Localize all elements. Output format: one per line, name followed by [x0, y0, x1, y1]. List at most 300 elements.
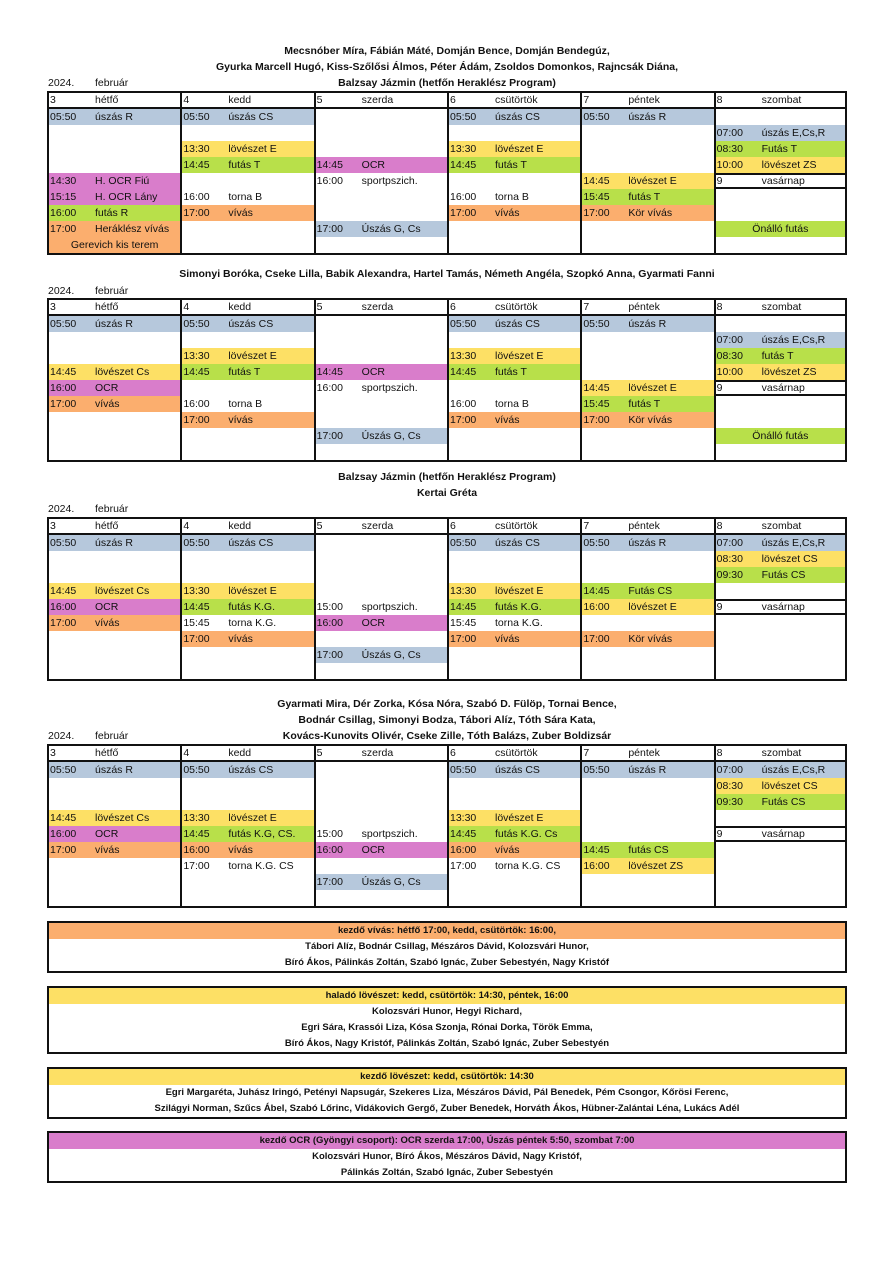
schedule-entry[interactable]: [449, 157, 580, 173]
entry-activity: úszás E,Cs,R: [761, 127, 826, 139]
entry-time: 16:00: [183, 191, 210, 203]
schedule-entry[interactable]: [449, 762, 580, 778]
entry-time: 05:50: [449, 318, 477, 330]
schedule-entry[interactable]: [449, 615, 580, 631]
entry-time: 13:30: [183, 585, 210, 597]
entry-activity: Úszás G, Cs: [361, 649, 421, 661]
entry-activity: vívás: [228, 207, 253, 219]
schedule-entry[interactable]: [582, 631, 713, 647]
entry-time: 08:30: [716, 350, 743, 362]
entry-activity: lövészet Cs: [95, 585, 150, 597]
entry-activity: lövészet E: [628, 175, 677, 187]
schedule-entry[interactable]: [449, 396, 580, 412]
entry-time: 05:50: [583, 764, 610, 776]
schedule-entry[interactable]: [716, 125, 845, 141]
entry-activity: futás K.G, CS.: [228, 828, 296, 840]
day-name: szombat: [761, 520, 802, 532]
day-number: 3: [50, 747, 56, 759]
group-title-line: Bodnár Csillag, Simonyi Bodza, Tábori Alíz, Tóth Sára Kata,: [298, 714, 596, 726]
day-number: 5: [316, 747, 323, 759]
entry-activity: futás CS: [628, 844, 669, 856]
entry-time: 15:15: [50, 191, 77, 203]
entry-time: 14:45: [183, 828, 210, 840]
day-name: szerda: [361, 747, 394, 759]
entry-activity: OCR: [361, 617, 385, 629]
day-header: [182, 300, 313, 316]
schedule-entry[interactable]: [182, 141, 313, 157]
group-box: [47, 921, 847, 973]
day-name: szerda: [361, 520, 394, 532]
schedule-entry[interactable]: [449, 826, 580, 842]
entry-time: 14:45: [449, 601, 477, 613]
schedule-entry[interactable]: [316, 380, 447, 396]
schedule-entry[interactable]: [316, 364, 447, 380]
day-number: 7: [583, 520, 590, 532]
week-grid: [47, 298, 847, 462]
schedule-entry[interactable]: [449, 348, 580, 364]
day-column-kedd: [182, 519, 315, 679]
entry-note: Önálló futás: [752, 430, 809, 442]
entry-time: 14:45: [183, 601, 210, 613]
schedule-entry[interactable]: [182, 842, 313, 858]
day-name: péntek: [628, 520, 660, 532]
day-number: 8: [716, 94, 723, 106]
day-column-hétfő: [49, 300, 182, 460]
entry-activity: úszás CS: [228, 764, 274, 776]
schedule-entry[interactable]: [582, 396, 713, 412]
day-column-csütörtök: [449, 300, 582, 460]
entry-time: 17:00: [316, 649, 343, 661]
group-title-line: Balzsay Jázmin (hetfőn Heraklész Program): [338, 77, 556, 89]
entry-activity: H. OCR Fiú: [95, 175, 150, 187]
day-name: szombat: [761, 94, 802, 106]
entry-time: 07:00: [716, 537, 743, 549]
entry-time: 05:50: [449, 111, 477, 123]
entry-activity: vívás: [228, 844, 253, 856]
schedule-entry[interactable]: [49, 237, 180, 253]
entry-time: 07:00: [716, 764, 743, 776]
schedule-entry[interactable]: [716, 141, 845, 157]
day-header: [316, 93, 447, 109]
entry-activity: úszás CS: [494, 537, 540, 549]
schedule-entry[interactable]: [316, 647, 447, 663]
day-number: 7: [583, 747, 590, 759]
entry-activity: OCR: [361, 366, 385, 378]
schedule-entry[interactable]: [582, 173, 713, 189]
schedule-entry[interactable]: [582, 205, 713, 221]
entry-time: 13:30: [449, 585, 477, 597]
schedule-entry[interactable]: [49, 189, 180, 205]
day-column-kedd: [182, 93, 315, 253]
week-grid: [47, 744, 847, 908]
schedule-entry[interactable]: [49, 583, 180, 599]
entry-activity: úszás CS: [228, 111, 274, 123]
day-column-csütörtök: [449, 746, 582, 906]
day-name: kedd: [228, 520, 252, 532]
day-number: 3: [50, 301, 56, 313]
schedule-entry[interactable]: [182, 189, 313, 205]
schedule-entry[interactable]: [182, 396, 313, 412]
entry-activity: úszás R: [628, 537, 667, 549]
entry-activity: vívás: [228, 414, 253, 426]
entry-time: 17:00: [50, 398, 77, 410]
entry-time: 16:00: [449, 398, 477, 410]
entry-activity: torna K.G.: [494, 617, 543, 629]
entry-activity: úszás E,Cs,R: [761, 764, 826, 776]
entry-activity: Futás T: [761, 143, 798, 155]
entry-activity: lövészet Cs: [95, 366, 150, 378]
schedule-entry[interactable]: [316, 615, 447, 631]
schedule-entry[interactable]: [582, 583, 713, 599]
entry-activity: futás K.G.: [494, 601, 542, 613]
entry-activity: vívás: [494, 633, 520, 645]
entry-activity: futás T: [228, 159, 261, 171]
schedule-entry[interactable]: [182, 205, 313, 221]
entry-activity: úszás R: [95, 537, 133, 549]
schedule-entry[interactable]: [716, 157, 845, 173]
schedule-entry[interactable]: [716, 567, 845, 583]
entry-time: 05:50: [50, 111, 77, 123]
schedule-entry[interactable]: [449, 810, 580, 826]
entry-time: 17:00: [183, 207, 210, 219]
schedule-entry[interactable]: [316, 428, 447, 444]
group-title-line: Balzsay Jázmin (hetfőn Heraklész Program): [338, 471, 556, 483]
entry-time: 14:45: [316, 366, 343, 378]
schedule-entry[interactable]: [182, 826, 313, 842]
day-name: szerda: [361, 94, 394, 106]
schedule-entry[interactable]: [449, 141, 580, 157]
entry-time: 05:50: [583, 537, 610, 549]
entry-time: 17:00: [583, 207, 610, 219]
group-header: haladó lövészet: kedd, csütörtök: 14:30, péntek, 16:00: [49, 988, 845, 1004]
schedule-entry[interactable]: [716, 348, 845, 364]
schedule-entry[interactable]: [449, 109, 580, 125]
schedule-entry[interactable]: [716, 535, 845, 551]
day-number: 7: [583, 94, 590, 106]
entry-activity: torna K.G. CS: [494, 860, 561, 872]
schedule-entry[interactable]: [49, 842, 180, 858]
day-header: [582, 93, 713, 109]
schedule-entry[interactable]: [182, 412, 313, 428]
schedule-entry[interactable]: [316, 826, 447, 842]
schedule-entry[interactable]: [182, 583, 313, 599]
schedule-entry[interactable]: [582, 599, 713, 615]
day-number: 3: [50, 94, 56, 106]
schedule-entry[interactable]: [449, 842, 580, 858]
schedule-entry[interactable]: [582, 380, 713, 396]
entry-time: 05:50: [183, 764, 210, 776]
day-header: [316, 300, 447, 316]
entry-note: Önálló futás: [752, 223, 809, 235]
entry-activity: sportpszich.: [361, 828, 418, 840]
schedule-entry[interactable]: [449, 631, 580, 647]
entry-time: 14:45: [50, 585, 77, 597]
schedule-entry[interactable]: [49, 316, 180, 332]
entry-time: 14:45: [316, 159, 343, 171]
entry-activity: lövészet ZS: [761, 366, 817, 378]
entry-time: 17:00: [50, 617, 77, 629]
schedule-entry[interactable]: [449, 364, 580, 380]
day-header: [182, 746, 313, 762]
day-header: [716, 93, 845, 109]
entry-time: 14:45: [50, 366, 77, 378]
day-name: hétfő: [95, 747, 119, 759]
schedule-entry[interactable]: [316, 157, 447, 173]
schedule-entry[interactable]: [182, 535, 313, 551]
schedule-entry[interactable]: [316, 842, 447, 858]
schedule-entry[interactable]: [182, 615, 313, 631]
day-number: 4: [183, 747, 190, 759]
schedule-entry[interactable]: [182, 810, 313, 826]
entry-time: 09:30: [716, 796, 743, 808]
schedule-entry[interactable]: [316, 221, 447, 237]
schedule-entry[interactable]: [449, 412, 580, 428]
entry-activity: Futás CS: [761, 569, 806, 581]
schedule-entry[interactable]: [716, 364, 845, 380]
schedule-entry[interactable]: [716, 778, 845, 794]
schedule-entry[interactable]: [582, 189, 713, 205]
entry-activity: lövészet E: [228, 585, 277, 597]
group-members-line: Tábori Alíz, Bodnár Csillag, Mészáros Dávid, Kolozsvári Hunor,: [305, 941, 589, 952]
day-column-szombat: [716, 300, 845, 460]
entry-time: 14:45: [50, 812, 77, 824]
day-header: [449, 746, 580, 762]
schedule-entry[interactable]: [716, 332, 845, 348]
entry-time: 17:00: [316, 223, 343, 235]
schedule-entry[interactable]: [49, 173, 180, 189]
entry-activity: vívás: [228, 633, 253, 645]
schedule-entry[interactable]: [182, 364, 313, 380]
schedule-entry[interactable]: [49, 535, 180, 551]
entry-activity: torna B: [228, 398, 263, 410]
schedule-entry[interactable]: [449, 599, 580, 615]
day-header: [449, 93, 580, 109]
schedule-entry[interactable]: [716, 221, 845, 237]
schedule-entry[interactable]: [182, 316, 313, 332]
entry-activity: Kör vívás: [628, 207, 673, 219]
schedule-entry[interactable]: [182, 348, 313, 364]
schedule-entry[interactable]: [449, 858, 580, 874]
entry-time: 05:50: [583, 318, 610, 330]
entry-time: 17:00: [449, 414, 477, 426]
schedule-entry[interactable]: [49, 205, 180, 221]
day-name: péntek: [628, 94, 660, 106]
schedule-entry[interactable]: [316, 874, 447, 890]
entry-activity: OCR: [95, 828, 119, 840]
entry-time: 16:00: [50, 207, 77, 219]
entry-activity: lövészet E: [494, 812, 544, 824]
schedule-entry[interactable]: [716, 794, 845, 810]
day-name: péntek: [628, 301, 660, 313]
year-label: 2024.: [48, 730, 75, 742]
group-title-line: Kovács-Kunovits Olivér, Cseke Zille, Tóth Balázs, Zuber Boldizsár: [282, 730, 612, 742]
entry-time: 17:00: [183, 860, 210, 872]
day-column-szerda: [316, 93, 449, 253]
schedule-entry[interactable]: [716, 762, 845, 778]
entry-activity: torna B: [494, 191, 529, 203]
schedule-entry[interactable]: [49, 380, 180, 396]
schedule-entry[interactable]: [582, 762, 713, 778]
schedule-entry[interactable]: [449, 583, 580, 599]
schedule-entry[interactable]: [449, 316, 580, 332]
entry-activity: lövészet ZS: [761, 159, 817, 171]
schedule-entry[interactable]: [582, 412, 713, 428]
entry-note: Gerevich kis terem: [70, 239, 159, 251]
entry-time: 09:30: [716, 569, 743, 581]
entry-time: 17:00: [316, 876, 343, 888]
day-header: [49, 519, 180, 535]
day-header: [182, 519, 313, 535]
sunday-header: [716, 173, 845, 189]
entry-time: 15:45: [583, 398, 610, 410]
entry-activity: úszás R: [95, 764, 133, 776]
day-column-hétfő: [49, 746, 182, 906]
schedule-entry[interactable]: [182, 631, 313, 647]
schedule-entry[interactable]: [449, 189, 580, 205]
schedule-entry[interactable]: [182, 109, 313, 125]
schedule-entry[interactable]: [582, 842, 713, 858]
group-members-line: Kolozsvári Hunor, Bíró Ákos, Mészáros Dávid, Nagy Kristóf,: [312, 1151, 582, 1162]
entry-activity: úszás R: [628, 764, 667, 776]
day-column-szombat: [716, 746, 845, 906]
schedule-entry[interactable]: [582, 535, 713, 551]
group-title-line: Gyurka Marcell Hugó, Kiss-Szőlősi Álmos, Péter Ádám, Zsoldos Domonkos, Rajncsák Diána,: [215, 61, 679, 73]
day-number: 8: [716, 301, 723, 313]
day-number: 9: [716, 828, 723, 840]
day-number: 9: [716, 382, 723, 394]
day-header: [316, 519, 447, 535]
entry-activity: sportpszich.: [361, 382, 418, 394]
entry-activity: úszás R: [95, 111, 133, 123]
month-label: február: [95, 77, 129, 89]
entry-activity: úszás E,Cs,R: [761, 334, 826, 346]
day-name: csütörtök: [494, 94, 538, 106]
schedule-entry[interactable]: [582, 109, 713, 125]
entry-time: 16:00: [50, 828, 77, 840]
schedule-entry[interactable]: [49, 396, 180, 412]
entry-activity: lövészet E: [228, 350, 277, 362]
group-members-line: Egri Sára, Krassói Liza, Kósa Szonja, Rónai Dorka, Török Emma,: [301, 1022, 593, 1033]
entry-time: 16:00: [50, 382, 77, 394]
day-name: szombat: [761, 301, 802, 313]
entry-activity: Úszás G, Cs: [361, 876, 421, 888]
entry-activity: lövészet CS: [761, 553, 818, 565]
entry-time: 14:45: [449, 828, 477, 840]
schedule-entry[interactable]: [716, 551, 845, 567]
day-header: [182, 93, 313, 109]
day-number: 4: [183, 520, 190, 532]
entry-activity: vívás: [95, 617, 120, 629]
day-name: csütörtök: [494, 301, 538, 313]
day-number: 3: [50, 520, 56, 532]
group-members-line: Szilágyi Norman, Szűcs Ábel, Szabó Lőrinc, Vidákovich Gergő, Zuber Benedek, Horváth Ákos, Hübner-Zalántai Léna, Lukács Adél: [154, 1103, 740, 1114]
entry-time: 16:00: [183, 844, 210, 856]
day-name: kedd: [228, 301, 252, 313]
schedule-entry[interactable]: [582, 858, 713, 874]
day-column-szombat: [716, 519, 845, 679]
day-header: [316, 746, 447, 762]
entry-time: 14:45: [449, 366, 477, 378]
entry-activity: lövészet E: [228, 812, 277, 824]
day-header: [49, 93, 180, 109]
entry-time: 16:00: [316, 617, 343, 629]
entry-time: 07:00: [716, 334, 743, 346]
entry-activity: Futás CS: [761, 796, 806, 808]
schedule-entry[interactable]: [49, 599, 180, 615]
day-name: csütörtök: [494, 520, 538, 532]
entry-activity: Futás CS: [628, 585, 673, 597]
schedule-entry[interactable]: [182, 599, 313, 615]
schedule-entry[interactable]: [49, 109, 180, 125]
day-number: 5: [316, 301, 323, 313]
schedule-entry[interactable]: [49, 810, 180, 826]
entry-time: 05:50: [183, 318, 210, 330]
group-title-line: Simonyi Boróka, Cseke Lilla, Babik Alexandra, Hartel Tamás, Németh Angéla, Szopkó Anna, Gyarmati Fanni: [179, 268, 715, 280]
entry-time: 13:30: [183, 812, 210, 824]
entry-activity: H. OCR Lány: [95, 191, 158, 203]
day-name: vasárnap: [761, 175, 805, 187]
group-members-line: Egri Margaréta, Juhász Iringó, Petényi Napsugár, Szekeres Liza, Mészáros Dávid, Pál Benedek, Pém Csongor, Kőrösi Ferenc,: [165, 1087, 729, 1098]
entry-activity: OCR: [361, 844, 385, 856]
entry-time: 14:45: [183, 159, 210, 171]
year-label: 2024.: [48, 285, 75, 297]
day-number: 5: [316, 520, 323, 532]
entry-activity: úszás CS: [228, 318, 274, 330]
schedule-entry[interactable]: [316, 173, 447, 189]
day-name: hétfő: [95, 520, 119, 532]
schedule-entry[interactable]: [182, 858, 313, 874]
schedule-entry[interactable]: [49, 364, 180, 380]
entry-time: 13:30: [183, 143, 210, 155]
schedule-entry[interactable]: [49, 762, 180, 778]
day-number: 6: [449, 747, 456, 759]
day-column-péntek: [582, 93, 715, 253]
schedule-entry[interactable]: [449, 205, 580, 221]
entry-time: 14:45: [449, 159, 477, 171]
day-column-péntek: [582, 746, 715, 906]
entry-activity: Úszás G, Cs: [361, 430, 421, 442]
entry-activity: futás T: [494, 159, 527, 171]
entry-time: 17:00: [316, 430, 343, 442]
entry-time: 16:00: [583, 601, 610, 613]
year-label: 2024.: [48, 503, 75, 515]
schedule-entry[interactable]: [182, 762, 313, 778]
schedule-entry[interactable]: [49, 826, 180, 842]
entry-time: 05:50: [183, 537, 210, 549]
schedule-entry[interactable]: [716, 428, 845, 444]
schedule-entry[interactable]: [49, 221, 180, 237]
entry-activity: lövészet Cs: [95, 812, 150, 824]
day-number: 6: [449, 94, 456, 106]
schedule-entry[interactable]: [316, 599, 447, 615]
day-column-hétfő: [49, 93, 182, 253]
schedule-entry[interactable]: [49, 615, 180, 631]
schedule-entry[interactable]: [582, 316, 713, 332]
entry-activity: futás T: [494, 366, 527, 378]
schedule-entry[interactable]: [182, 157, 313, 173]
schedule-entry[interactable]: [449, 535, 580, 551]
entry-time: 17:00: [583, 414, 610, 426]
day-name: kedd: [228, 747, 252, 759]
entry-time: 05:50: [583, 111, 610, 123]
entry-time: 07:00: [716, 127, 743, 139]
week-grid: [47, 517, 847, 681]
month-label: február: [95, 285, 129, 297]
group-box: [47, 1067, 847, 1119]
entry-time: 17:00: [449, 860, 477, 872]
entry-time: 13:30: [449, 350, 477, 362]
day-name: vasárnap: [761, 828, 805, 840]
